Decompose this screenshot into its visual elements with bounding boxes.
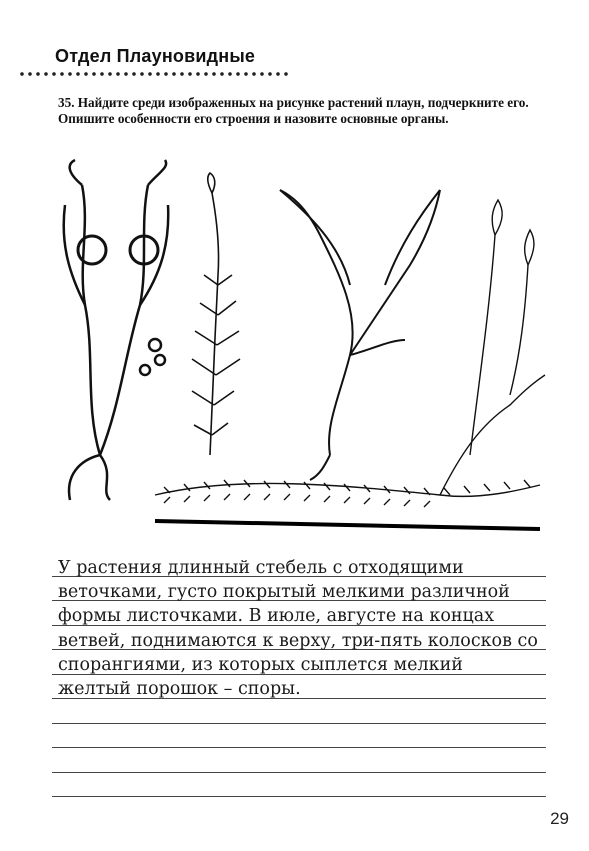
page-number: 29 <box>550 809 569 828</box>
underline-mark <box>155 521 540 529</box>
answer-text: У растения длинный стебель с отходящими веточками, густо покрытый мелкими различной формы листочками. В июле, августе на концах ветвей, поднимаются к верху, три-пять колосков со спорангиями, из которых сыплется мелкий желтый порошок – споры. <box>58 558 538 700</box>
fucus-seaweed-icon <box>64 160 169 500</box>
liverwort-icon <box>280 190 440 480</box>
section-title: Отдел Плауновидные <box>55 46 256 66</box>
task-text: 35. Найдите среди изображенных на рисунке растений плаун, подчеркните его. Опишите особенности его строения и назовите основные органы. <box>58 95 529 126</box>
moss-plant-icon <box>192 173 240 455</box>
decorative-dots <box>18 71 290 77</box>
plants-figure <box>40 155 560 535</box>
